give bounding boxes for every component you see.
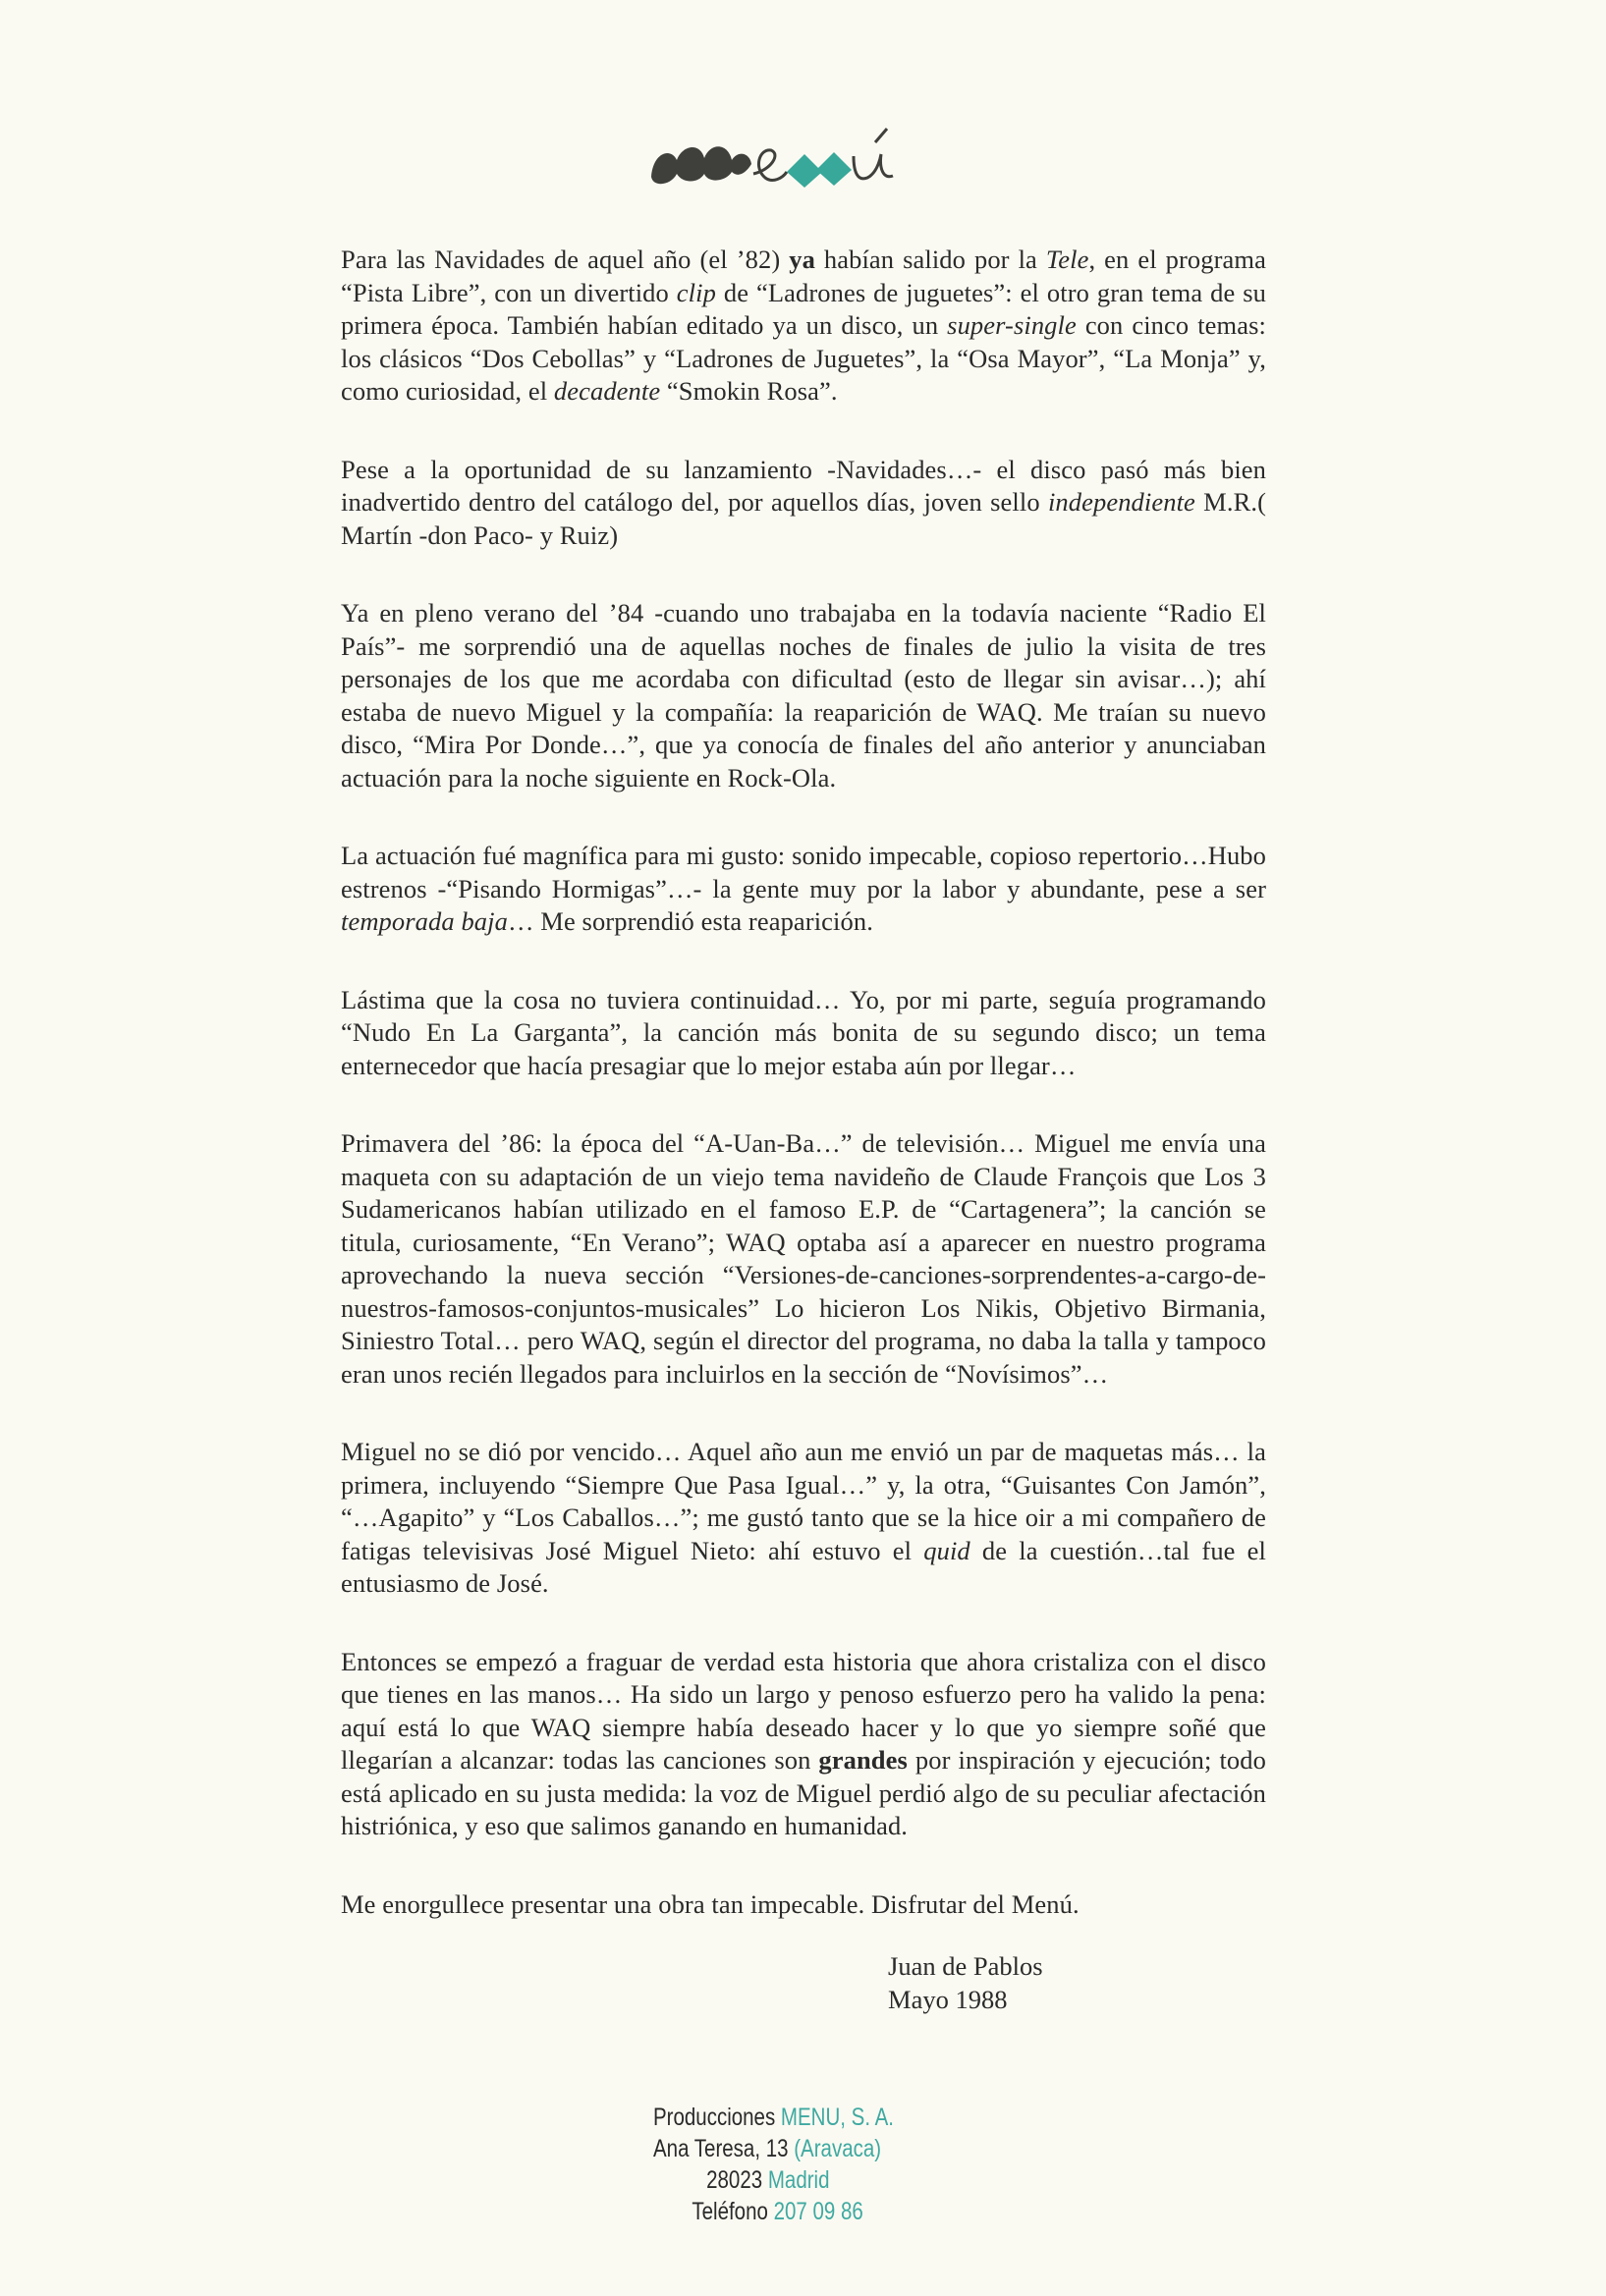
address-line-city: 28023 Madrid (706, 2166, 830, 2194)
address-line-phone: Teléfono 207 09 86 (692, 2198, 863, 2225)
paragraph-1: Para las Navidades de aquel año (el ’82) ya habían salido por la Tele, en el programa “Pista Libre”, con un divertido clip de “Ladrones de juguetes”: el otro gran tema de su primera época. También habían editado ya un disco, un super-single con cinco temas: los clásicos “Dos Cebollas” y “Ladrones de Juguetes”, la “Osa Mayor”, “La Monja” y, como curiosidad, el decadente “Smokin Rosa”. (341, 245, 1266, 406)
menu-logo (643, 113, 938, 201)
menu-logo-graphic (643, 113, 938, 201)
signature (888, 1949, 1043, 2016)
paragraph-9: Me enorgullece presentar una obra tan impecable. Disfrutar del Menú. (341, 1888, 1080, 1919)
paragraph-4: La actuación fué magnífica para mi gusto: sonido impecable, copioso repertorio…Hubo estrenos -“Pisando Hormigas”…- la gente muy por la labor y abundante, pese a ser temporada baja… Me sorprendió esta reaparición. (341, 841, 1266, 936)
address-line-street: Ana Teresa, 13 (Aravaca) (653, 2135, 882, 2162)
paragraph-8: Entonces se empezó a fraguar de verdad esta historia que ahora cristaliza con el disco que tienes en las manos… Ha sido un largo y penoso esfuerzo pero ha valido la pena: aquí está lo que WAQ siempre había deseado hacer y lo que yo siempre soñé que llegarían a alcanzar: todas las canciones son grandes por inspiración y ejecución; todo está aplicado en su justa medida: la voz de Miguel perdió algo de su peculiar afectación histriónica, y eso que salimos ganando en humanidad. (341, 1646, 1266, 1840)
paragraph-2: Pese a la oportunidad de su lanzamiento -Navidades…- el disco pasó más bien inadvertido dentro del catálogo del, por aquellos días, joven sello independiente M.R.( Martín -don Paco- y Ruiz) (341, 454, 1266, 550)
company-address (653, 2102, 894, 2227)
paragraph-5: Lástima que la cosa no tuviera continuidad… Yo, por mi parte, seguía programando “Nudo En La Garganta”, la canción más bonita de su segundo disco; un tema enternecedor que hacía presagiar que lo mejor estaba aún por llegar… (341, 984, 1266, 1080)
paragraph-3: Ya en pleno verano del ’84 -cuando uno trabajaba en la todavía naciente “Radio El País”- me sorprendió una de aquellas noches de finales de julio la visita de tres personajes de los que me acordaba con dificultad (esto de llegar sin avisar…); ahí estaba de nuevo Miguel y la compañía: la reaparición de WAQ. Me traían su nuevo disco, “Mira Por Donde…”, que ya conocía de finales del año anterior y anunciaban actuación para la noche siguiente en Rock-Ola. (341, 598, 1266, 793)
signature-name: Juan de Pablos (888, 1951, 1043, 1981)
paragraph-7: Miguel no se dió por vencido… Aquel año aun me envió un par de maquetas más… la primera, incluyendo “Siempre Que Pasa Igual…” y, la otra, “Guisantes Con Jamón”, “…Agapito” y “Los Caballos…”; me gustó tanto que se la hice oir a mi compañero de fatigas televisivas José Miguel Nieto: ahí estuvo el quid de la cuestión…tal fue el entusiasmo de José. (341, 1437, 1266, 1598)
signature-date: Mayo 1988 (888, 1985, 1008, 2014)
paragraph-6: Primavera del ’86: la época del “A-Uan-Ba…” de televisión… Miguel me envía una maqueta con su adaptación de un viejo tema navideño de Claude François que Los 3 Sudamericanos habían utilizado en el famoso E.P. de “Cartagenera”; la canción se titula, curiosamente, “En Verano”; WAQ optaba así a aparecer en nuestro programa aprovechando la nueva sección “Versiones-de-canciones-sorprendentes-a-cargo-de-nuestros-famosos-conjuntos-musicales” Lo hicieron Los Nikis, Objetivo Birmania, Siniestro Total… pero WAQ, según el director del programa, no daba la talla y tampoco eran unos recién llegados para incluirlos en la sección de “Novísimos”… (341, 1128, 1266, 1389)
letter-body (341, 244, 1266, 1966)
address-line-company: Producciones MENU, S. A. (653, 2104, 894, 2131)
